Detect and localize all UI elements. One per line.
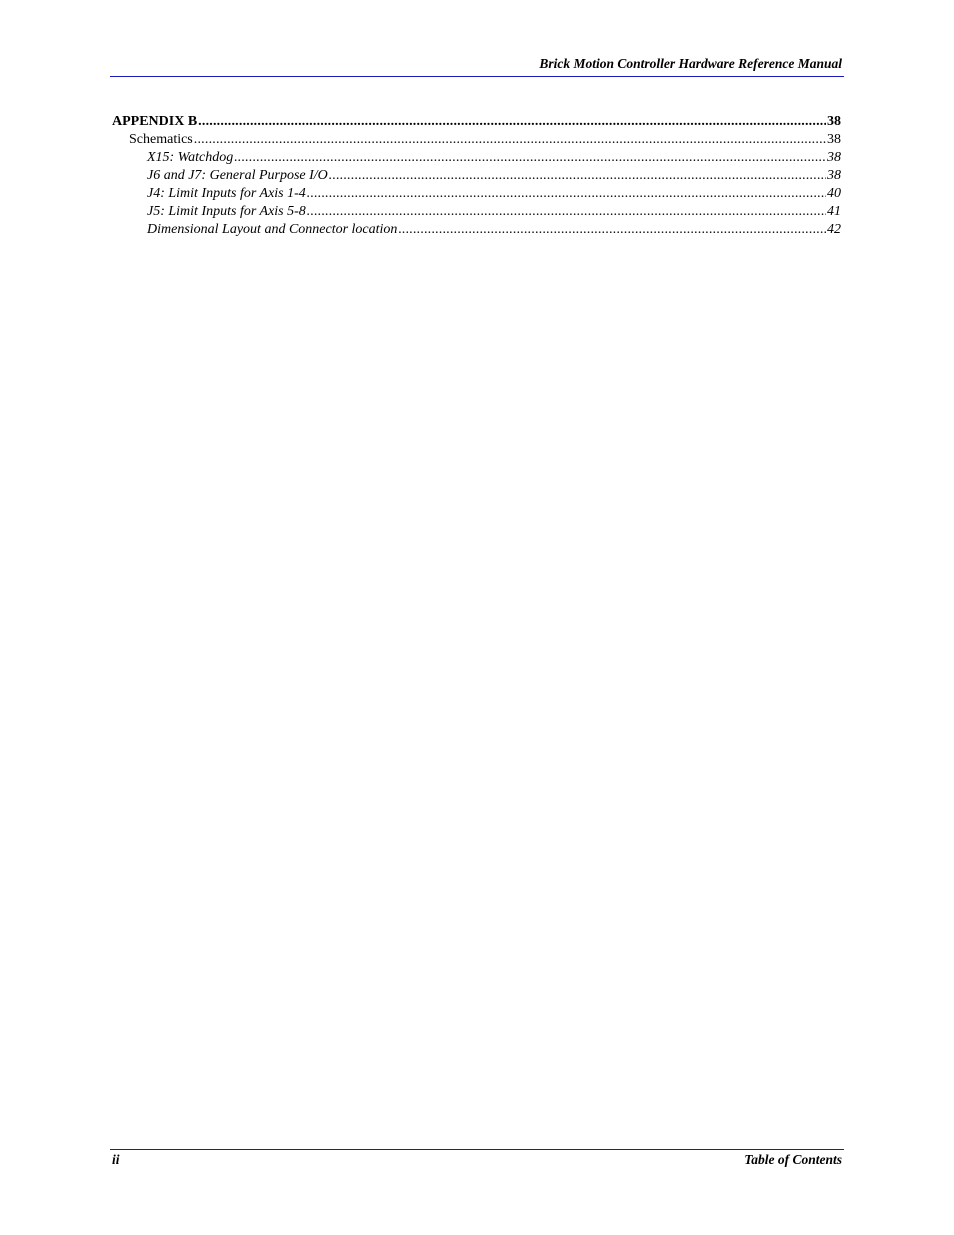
toc-entry-page: 38 bbox=[827, 114, 841, 129]
footer-rule bbox=[110, 1149, 844, 1150]
footer-section-title: Table of Contents bbox=[744, 1152, 842, 1167]
toc-entry-page: 42 bbox=[827, 222, 841, 237]
toc-entry-schematics[interactable] bbox=[112, 131, 841, 149]
toc-dot-leader bbox=[194, 131, 826, 149]
toc-entry-j5-limit-inputs[interactable] bbox=[112, 203, 841, 221]
toc-entry-page: 38 bbox=[827, 168, 841, 183]
toc-entry-j4-limit-inputs[interactable] bbox=[112, 185, 841, 203]
toc-entry-page: 38 bbox=[827, 150, 841, 165]
toc-entry-appendix-b[interactable] bbox=[112, 113, 841, 131]
footer-page-number: ii bbox=[112, 1152, 120, 1167]
toc-entry-j6-j7-general-purpose-io[interactable] bbox=[112, 167, 841, 185]
toc-dot-leader bbox=[198, 113, 826, 131]
header-title: Brick Motion Controller Hardware Reference Manual bbox=[539, 56, 842, 71]
toc-entry-label: X15: Watchdog bbox=[147, 150, 234, 165]
toc-entry-label: J6 and J7: General Purpose I/O bbox=[147, 168, 328, 183]
table-of-contents bbox=[112, 113, 841, 239]
toc-dot-leader bbox=[307, 203, 826, 221]
toc-dot-leader bbox=[329, 167, 826, 185]
toc-entry-label: Schematics bbox=[129, 132, 193, 147]
toc-entry-page: 40 bbox=[827, 186, 841, 201]
toc-entry-label: Dimensional Layout and Connector location bbox=[147, 222, 398, 237]
toc-entry-page: 38 bbox=[827, 132, 841, 147]
page-header bbox=[110, 56, 844, 76]
toc-entry-page: 41 bbox=[827, 204, 841, 219]
toc-entry-dimensional-layout[interactable] bbox=[112, 221, 841, 239]
toc-entry-label: APPENDIX B bbox=[112, 114, 198, 129]
header-rule bbox=[110, 76, 844, 77]
toc-entry-label: J4: Limit Inputs for Axis 1-4 bbox=[147, 186, 306, 201]
toc-dot-leader bbox=[398, 221, 826, 239]
toc-entry-x15-watchdog[interactable] bbox=[112, 149, 841, 167]
toc-dot-leader bbox=[307, 185, 826, 203]
toc-entry-label: J5: Limit Inputs for Axis 5-8 bbox=[147, 204, 306, 219]
toc-dot-leader bbox=[234, 149, 826, 167]
